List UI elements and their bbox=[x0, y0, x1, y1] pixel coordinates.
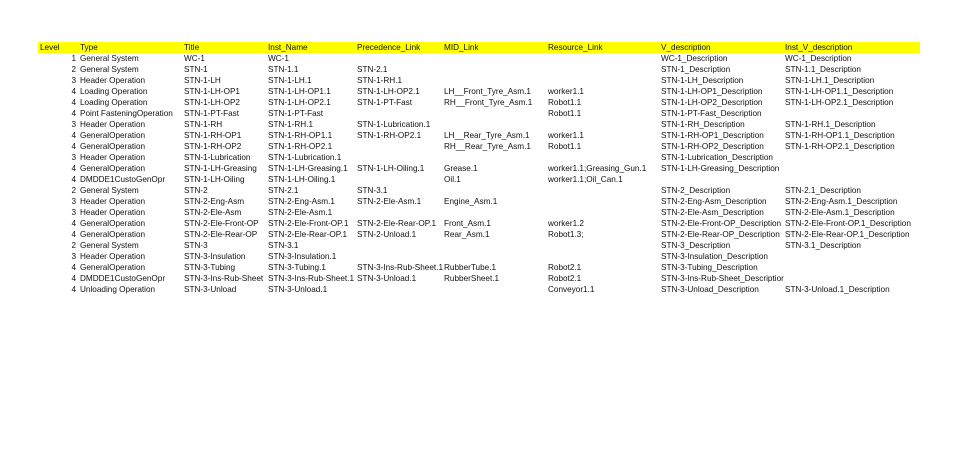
column-header[interactable]: Type bbox=[78, 42, 182, 53]
table-row bbox=[38, 284, 920, 295]
table-cell[interactable]: GeneralOperation bbox=[80, 164, 146, 173]
table-cell[interactable]: STN-1-LH-OP2.1_Description bbox=[785, 98, 894, 107]
table-cell[interactable]: STN-1-LH.1_Description bbox=[785, 76, 875, 85]
table-cell[interactable]: 3 bbox=[71, 153, 76, 162]
table-cell[interactable]: 2 bbox=[71, 186, 76, 195]
table-cell[interactable]: STN-1-PT-Fast_Description bbox=[661, 109, 762, 118]
table-cell[interactable]: STN-1-RH.1 bbox=[268, 120, 314, 129]
table-cell[interactable]: STN-2-Ele-Front-OP.1_Description bbox=[785, 219, 911, 228]
table-cell[interactable] bbox=[783, 163, 920, 174]
table-row bbox=[38, 108, 920, 119]
table-row bbox=[38, 218, 920, 229]
table-row bbox=[38, 75, 920, 86]
table-cell[interactable]: 4 bbox=[71, 263, 76, 272]
table-cell[interactable]: STN-1-LH-Greasing bbox=[184, 164, 257, 173]
table-cell[interactable]: STN-3-Insulation_Description bbox=[661, 252, 768, 261]
table-cell[interactable] bbox=[355, 284, 442, 295]
table-cell[interactable]: RH__Rear_Tyre_Asm.1 bbox=[444, 142, 531, 151]
table-cell[interactable]: STN-1-RH.1 bbox=[357, 76, 403, 85]
table-cell[interactable] bbox=[442, 75, 546, 86]
column-header[interactable]: Inst_V_description bbox=[783, 42, 920, 53]
table-cell[interactable]: STN-1-RH-OP2.1 bbox=[268, 142, 333, 151]
table-cell[interactable]: 3 bbox=[71, 197, 76, 206]
table-cell[interactable]: STN-3-Unload.1 bbox=[268, 285, 328, 294]
table-cell[interactable] bbox=[355, 251, 442, 262]
table-cell[interactable]: STN-3-Tubing bbox=[184, 263, 236, 272]
table-cell[interactable]: Robot1.1 bbox=[548, 109, 582, 118]
table-cell[interactable]: STN-2-Eng-Asm_Description bbox=[661, 197, 767, 206]
table-cell[interactable]: STN-3-Unload bbox=[184, 285, 237, 294]
table-row bbox=[38, 163, 920, 174]
table-cell[interactable]: STN-3-Ins-Rub-Sheet.1 bbox=[268, 274, 355, 283]
table-cell[interactable]: STN-2-Eng-Asm.1_Description bbox=[785, 197, 898, 206]
table-cell[interactable]: GeneralOperation bbox=[80, 263, 146, 272]
table-cell[interactable]: STN-1-RH.1_Description bbox=[785, 120, 876, 129]
table-cell[interactable]: RubberTube.1 bbox=[444, 263, 497, 272]
table-cell[interactable]: STN-1_Description bbox=[661, 65, 731, 74]
table-cell[interactable]: 2 bbox=[71, 65, 76, 74]
table-cell[interactable]: STN-3-Tubing.1 bbox=[268, 263, 326, 272]
table-cell[interactable] bbox=[546, 196, 659, 207]
data-table bbox=[38, 42, 920, 295]
table-cell[interactable]: STN-1-Lubrication.1 bbox=[357, 120, 431, 129]
table-row bbox=[38, 152, 920, 163]
table-cell[interactable]: STN-1-LH-Oiling.1 bbox=[268, 175, 336, 184]
table-row bbox=[38, 97, 920, 108]
table-cell[interactable] bbox=[783, 152, 920, 163]
table-cell[interactable]: LH__Rear_Tyre_Asm.1 bbox=[444, 131, 530, 140]
table-row bbox=[38, 130, 920, 141]
table-cell[interactable] bbox=[783, 174, 920, 185]
table-cell[interactable] bbox=[442, 64, 546, 75]
table-cell[interactable]: STN-1-PT-Fast bbox=[357, 98, 413, 107]
table-cell[interactable] bbox=[355, 53, 442, 64]
table-cell[interactable]: Front_Asm.1 bbox=[444, 219, 491, 228]
table-cell[interactable] bbox=[546, 64, 659, 75]
table-cell[interactable]: RH__Front_Tyre_Asm.1 bbox=[444, 98, 533, 107]
table-cell[interactable] bbox=[546, 185, 659, 196]
table-cell[interactable]: STN-1-Lubrication.1 bbox=[268, 153, 342, 162]
table-cell[interactable]: STN-1-RH bbox=[184, 120, 223, 129]
table-cell[interactable]: WC-1 bbox=[268, 54, 289, 63]
table-cell[interactable]: 3 bbox=[71, 76, 76, 85]
table-cell[interactable]: STN-1.1_Description bbox=[785, 65, 861, 74]
table-cell[interactable]: Engine_Asm.1 bbox=[444, 197, 498, 206]
table-cell[interactable]: STN-1-LH-Greasing_Description bbox=[661, 164, 780, 173]
table-cell[interactable]: STN-3-Ins-Rub-Sheet_Descriptior bbox=[661, 274, 784, 283]
table-cell[interactable]: STN-1-LH_Description bbox=[661, 76, 744, 85]
table-cell[interactable]: STN-1-PT-Fast bbox=[184, 109, 240, 118]
table-cell[interactable]: STN-1-RH-OP2 bbox=[184, 142, 242, 151]
table-cell[interactable]: STN-2-Ele-Asm_Description bbox=[661, 208, 764, 217]
table-cell[interactable] bbox=[442, 284, 546, 295]
table-cell[interactable]: STN-3.1 bbox=[357, 186, 388, 195]
table-row bbox=[38, 185, 920, 196]
table-row bbox=[38, 196, 920, 207]
table-cell[interactable]: STN-1-Lubrication bbox=[184, 153, 251, 162]
table-cell[interactable]: worker1.1;Oil_Can.1 bbox=[548, 175, 623, 184]
table-cell[interactable]: Rear_Asm.1 bbox=[444, 230, 490, 239]
table-cell[interactable]: Unloading Operation bbox=[80, 285, 156, 294]
table-cell[interactable]: STN-3-Insulation.1 bbox=[268, 252, 337, 261]
table-cell[interactable] bbox=[355, 207, 442, 218]
table-cell[interactable]: worker1.1 bbox=[548, 131, 584, 140]
table-cell[interactable] bbox=[783, 108, 920, 119]
table-cell[interactable] bbox=[442, 53, 546, 64]
table-cell[interactable]: General System bbox=[80, 241, 139, 250]
table-cell[interactable] bbox=[442, 152, 546, 163]
table-cell[interactable]: Grease.1 bbox=[444, 164, 478, 173]
table-cell[interactable]: STN-1-LH-Oiling.1 bbox=[357, 164, 425, 173]
table-cell[interactable]: STN-1-LH-OP2.1 bbox=[268, 98, 331, 107]
table-cell[interactable] bbox=[355, 152, 442, 163]
table-body bbox=[38, 53, 920, 295]
table-cell[interactable]: STN-3-Ins-Rub-Sheet bbox=[184, 274, 264, 283]
table-row bbox=[38, 119, 920, 130]
table-cell[interactable]: STN-3 bbox=[184, 241, 208, 250]
table-cell[interactable]: RubberSheet.1 bbox=[444, 274, 500, 283]
table-cell[interactable]: GeneralOperation bbox=[80, 230, 146, 239]
table-cell[interactable]: STN-1.1 bbox=[268, 65, 299, 74]
table-cell[interactable]: 4 bbox=[71, 164, 76, 173]
table-row bbox=[38, 251, 920, 262]
column-header[interactable]: Inst_Name bbox=[266, 42, 355, 53]
table-row bbox=[38, 273, 920, 284]
table-cell[interactable]: STN-2-Ele-Asm.1 bbox=[357, 197, 422, 206]
table-cell[interactable]: STN-3-Tubing_Description bbox=[661, 263, 758, 272]
table-cell[interactable]: WC-1_Description bbox=[661, 54, 728, 63]
table-cell[interactable]: Header Operation bbox=[80, 153, 146, 162]
table-cell[interactable]: 4 bbox=[71, 131, 76, 140]
table-cell[interactable] bbox=[783, 273, 920, 284]
table-cell[interactable]: STN-2 bbox=[184, 186, 208, 195]
table-cell[interactable]: STN-1-LH-OP2.1 bbox=[357, 87, 420, 96]
table-cell[interactable]: STN-1-LH-Greasing.1 bbox=[268, 164, 348, 173]
table-cell[interactable]: worker1.2 bbox=[548, 219, 584, 228]
table-cell[interactable]: Header Operation bbox=[80, 120, 146, 129]
table-cell[interactable]: General System bbox=[80, 186, 139, 195]
table-cell[interactable]: STN-1-LH-OP1.1 bbox=[268, 87, 331, 96]
table-row bbox=[38, 141, 920, 152]
table-cell[interactable] bbox=[546, 119, 659, 130]
table-cell[interactable]: Loading Operation bbox=[80, 98, 148, 107]
table-cell[interactable]: STN-1-RH-OP1 bbox=[184, 131, 242, 140]
table-cell[interactable]: STN-2-Ele-Asm.1_Description bbox=[785, 208, 895, 217]
table-cell[interactable]: STN-2-Ele-Rear-OP.1 bbox=[268, 230, 348, 239]
table-cell[interactable]: General System bbox=[80, 54, 139, 63]
table-cell[interactable]: 3 bbox=[71, 120, 76, 129]
table-cell[interactable]: STN-1-LH.1 bbox=[268, 76, 312, 85]
table-cell[interactable]: STN-2.1 bbox=[268, 186, 299, 195]
table-cell[interactable] bbox=[659, 174, 783, 185]
table-cell[interactable]: GeneralOperation bbox=[80, 219, 146, 228]
table-cell[interactable] bbox=[355, 108, 442, 119]
table-cell[interactable]: DMDDE1CustoGenOpr bbox=[80, 274, 166, 283]
table-cell[interactable]: STN-3-Ins-Rub-Sheet.1 bbox=[357, 263, 444, 272]
table-cell[interactable]: STN-1-RH_Description bbox=[661, 120, 745, 129]
table-cell[interactable]: General System bbox=[80, 65, 139, 74]
table-cell[interactable]: 3 bbox=[71, 208, 76, 217]
table-cell[interactable]: Conveyor1.1 bbox=[548, 285, 595, 294]
table-cell[interactable]: STN-1-LH-OP1 bbox=[184, 87, 240, 96]
table-cell[interactable]: STN-2-Ele-Front-OP bbox=[184, 219, 259, 228]
table-cell[interactable]: DMDDE1CustoGenOpr bbox=[80, 175, 166, 184]
table-row bbox=[38, 240, 920, 251]
table-row bbox=[38, 262, 920, 273]
table-cell[interactable]: STN-1-LH-OP1_Description bbox=[661, 87, 763, 96]
table-cell[interactable]: STN-2.1_Description bbox=[785, 186, 861, 195]
table-cell[interactable]: Header Operation bbox=[80, 208, 146, 217]
table-cell[interactable]: STN-2.1 bbox=[357, 65, 388, 74]
table-cell[interactable]: STN-2-Unload.1 bbox=[357, 230, 417, 239]
table-row bbox=[38, 64, 920, 75]
table-cell[interactable]: WC-1_Description bbox=[785, 54, 852, 63]
table-cell[interactable]: Robot1.1 bbox=[548, 98, 582, 107]
column-header[interactable]: V_description bbox=[659, 42, 783, 53]
table-cell[interactable] bbox=[546, 75, 659, 86]
table-cell[interactable]: Header Operation bbox=[80, 197, 146, 206]
table-cell[interactable] bbox=[442, 240, 546, 251]
table-cell[interactable]: Robot1.3; bbox=[548, 230, 584, 239]
table-cell[interactable]: STN-3-Unload.1_Description bbox=[785, 285, 890, 294]
table-cell[interactable]: 4 bbox=[71, 175, 76, 184]
table-cell[interactable]: 1 bbox=[71, 54, 76, 63]
table-cell[interactable]: 4 bbox=[71, 230, 76, 239]
table-cell[interactable]: STN-2-Ele-Rear-OP.1 bbox=[357, 219, 437, 228]
table-cell[interactable]: STN-2-Ele-Front-OP.1 bbox=[268, 219, 349, 228]
table-cell[interactable]: STN-3-Unload_Description bbox=[661, 285, 759, 294]
header-row bbox=[38, 42, 920, 53]
table-cell[interactable]: STN-1-PT-Fast bbox=[268, 109, 324, 118]
spreadsheet bbox=[38, 42, 920, 295]
table-cell[interactable]: STN-3.1 bbox=[268, 241, 299, 250]
table-cell[interactable]: STN-3-Unload.1 bbox=[357, 274, 417, 283]
table-cell[interactable] bbox=[442, 207, 546, 218]
column-header[interactable]: MID_Link bbox=[442, 42, 546, 53]
table-cell[interactable]: STN-1-RH-OP2_Description bbox=[661, 142, 764, 151]
table-cell[interactable]: worker1.1;Greasing_Gun.1 bbox=[548, 164, 647, 173]
table-cell[interactable]: STN-2-Ele-Rear-OP_Description bbox=[661, 230, 780, 239]
table-cell[interactable]: STN-1-RH-OP1_Description bbox=[661, 131, 764, 140]
table-row bbox=[38, 174, 920, 185]
table-cell[interactable]: STN-1-LH-OP1.1_Description bbox=[785, 87, 894, 96]
table-cell[interactable]: STN-1-RH-OP1.1_Description bbox=[785, 131, 895, 140]
table-cell[interactable] bbox=[783, 251, 920, 262]
column-header[interactable]: Title bbox=[182, 42, 266, 53]
table-cell[interactable] bbox=[442, 185, 546, 196]
table-cell[interactable]: Header Operation bbox=[80, 252, 146, 261]
table-cell[interactable]: STN-3_Description bbox=[661, 241, 731, 250]
column-header[interactable]: Level bbox=[38, 42, 78, 53]
table-cell[interactable]: STN-2-Ele-Rear-OP.1_Description bbox=[785, 230, 910, 239]
table-cell[interactable]: 4 bbox=[71, 109, 76, 118]
table-row bbox=[38, 86, 920, 97]
table-cell[interactable]: LH__Front_Tyre_Asm.1 bbox=[444, 87, 531, 96]
column-header[interactable]: Precedence_Link bbox=[355, 42, 442, 53]
table-cell[interactable]: STN-1-RH-OP1.1 bbox=[268, 131, 333, 140]
table-cell[interactable] bbox=[783, 262, 920, 273]
table-cell[interactable]: STN-1-RH-OP2.1 bbox=[357, 131, 422, 140]
table-cell[interactable]: Robot1.1 bbox=[548, 142, 582, 151]
table-cell[interactable]: STN-1-LH bbox=[184, 76, 221, 85]
table-cell[interactable]: STN-2-Ele-Rear-OP bbox=[184, 230, 258, 239]
table-cell[interactable]: STN-2-Ele-Asm.1 bbox=[268, 208, 333, 217]
table-cell[interactable]: STN-1-RH-OP2.1_Description bbox=[785, 142, 895, 151]
table-cell[interactable]: STN-3.1_Description bbox=[785, 241, 861, 250]
table-cell[interactable]: STN-2-Ele-Front-OP_Description bbox=[661, 219, 782, 228]
table-cell[interactable] bbox=[355, 240, 442, 251]
table-cell[interactable]: Point FasteningOperation bbox=[80, 109, 173, 118]
table-cell[interactable]: 4 bbox=[71, 274, 76, 283]
table-cell[interactable]: STN-1 bbox=[184, 65, 208, 74]
table-cell[interactable]: Header Operation bbox=[80, 76, 146, 85]
table-cell[interactable]: 3 bbox=[71, 252, 76, 261]
table-cell[interactable]: worker1.1 bbox=[548, 87, 584, 96]
table-cell[interactable]: Robot2.1 bbox=[548, 274, 582, 283]
table-cell[interactable]: 4 bbox=[71, 219, 76, 228]
table-cell[interactable]: STN-2_Description bbox=[661, 186, 731, 195]
table-cell[interactable] bbox=[546, 53, 659, 64]
table-cell[interactable] bbox=[442, 251, 546, 262]
table-row bbox=[38, 207, 920, 218]
table-cell[interactable]: 2 bbox=[71, 241, 76, 250]
table-cell[interactable]: GeneralOperation bbox=[80, 131, 146, 140]
table-row bbox=[38, 229, 920, 240]
table-cell[interactable] bbox=[442, 119, 546, 130]
table-cell[interactable]: STN-2-Eng-Asm.1 bbox=[268, 197, 335, 206]
table-cell[interactable] bbox=[355, 141, 442, 152]
table-cell[interactable] bbox=[546, 152, 659, 163]
table-cell[interactable]: 4 bbox=[71, 87, 76, 96]
table-cell[interactable]: GeneralOperation bbox=[80, 142, 146, 151]
table-cell[interactable]: 4 bbox=[71, 98, 76, 107]
table-cell[interactable]: Oil.1 bbox=[444, 175, 461, 184]
table-cell[interactable]: STN-1-LH-Oiling bbox=[184, 175, 245, 184]
table-row bbox=[38, 53, 920, 64]
table-cell[interactable]: 4 bbox=[71, 285, 76, 294]
table-cell[interactable] bbox=[442, 108, 546, 119]
table-cell[interactable] bbox=[546, 240, 659, 251]
table-cell[interactable]: STN-1-LH-OP2_Description bbox=[661, 98, 763, 107]
table-cell[interactable]: STN-2-Eng-Asm bbox=[184, 197, 245, 206]
table-cell[interactable]: Robot2.1 bbox=[548, 263, 582, 272]
table-cell[interactable] bbox=[546, 207, 659, 218]
table-cell[interactable]: Loading Operation bbox=[80, 87, 148, 96]
table-cell[interactable] bbox=[546, 251, 659, 262]
table-cell[interactable]: 4 bbox=[71, 142, 76, 151]
table-cell[interactable]: STN-3-Insulation bbox=[184, 252, 246, 261]
table-cell[interactable]: STN-1-LH-OP2 bbox=[184, 98, 240, 107]
table-cell[interactable]: STN-1-Lubrication_Description bbox=[661, 153, 773, 162]
table-cell[interactable] bbox=[355, 174, 442, 185]
table-cell[interactable]: STN-2-Ele-Asm bbox=[184, 208, 242, 217]
column-header[interactable]: Resource_Link bbox=[546, 42, 659, 53]
table-cell[interactable]: WC-1 bbox=[184, 54, 205, 63]
